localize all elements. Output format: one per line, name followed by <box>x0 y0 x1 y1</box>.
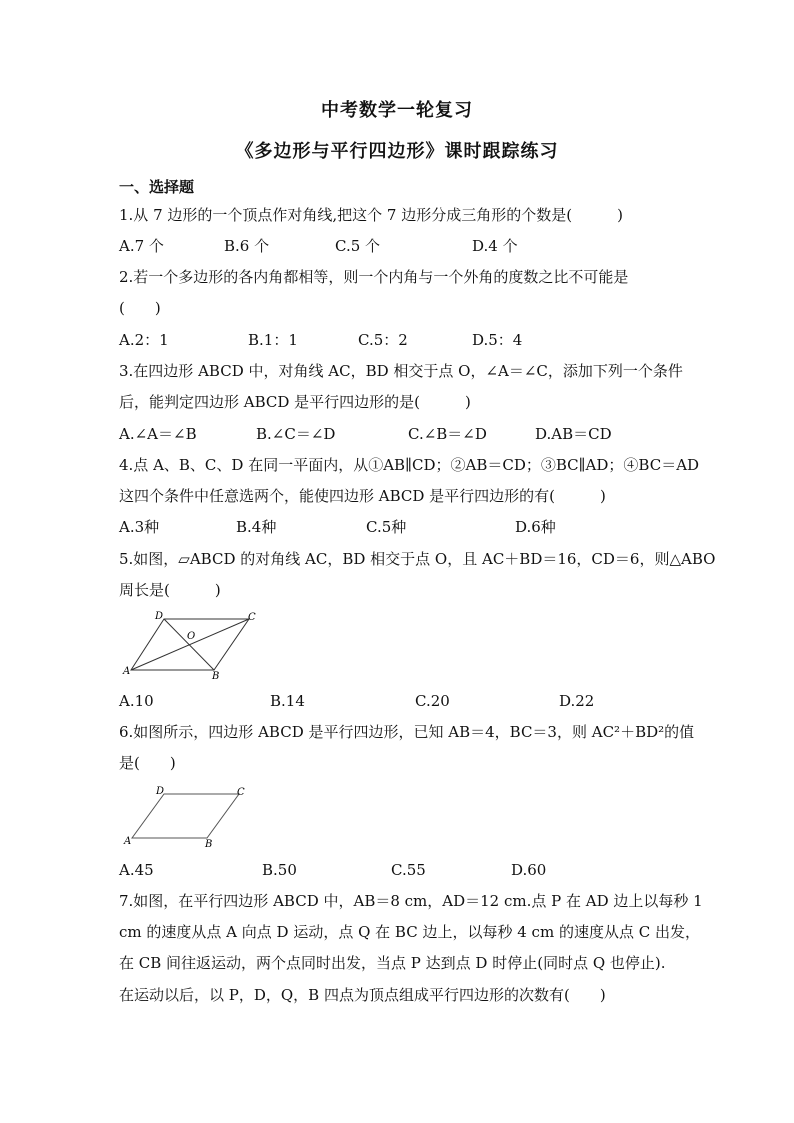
q1-option-b: B.6 个 <box>224 237 270 255</box>
q3-option-b: B.∠C＝∠D <box>256 425 336 443</box>
q5-option-c: C.20 <box>415 692 450 710</box>
q5-label-b: B <box>212 671 220 682</box>
q4-option-a: A.3种 <box>119 518 160 536</box>
q2-option-d: D.5：4 <box>472 331 523 349</box>
q4-option-b: B.4种 <box>236 518 277 536</box>
q1-option-d: D.4 个 <box>472 237 518 255</box>
question-5-text-line1: 5.如图，▱ABCD 的对角线 AC，BD 相交于点 O，且 AC＋BD＝16，CD＝6，则△ABO <box>119 550 716 568</box>
q6-option-d: D.60 <box>511 861 547 879</box>
question-3-text-line2: 后，能判定四边形 ABCD 是平行四边形的是( ) <box>119 393 471 411</box>
q6-option-c: C.55 <box>391 861 426 879</box>
q3-option-d: D.AB＝CD <box>535 425 612 443</box>
q2-option-a: A.2：1 <box>119 331 169 349</box>
q6-label-d: D <box>156 786 165 797</box>
q4-option-c: C.5种 <box>366 518 407 536</box>
q5-label-c: C <box>248 612 256 623</box>
q1-option-c: C.5 个 <box>335 237 381 255</box>
question-3-text-line1: 3.在四边形 ABCD 中，对角线 AC，BD 相交于点 O，∠A＝∠C，添加下列一个条件 <box>119 362 683 380</box>
question-1-text: 1.从 7 边形的一个顶点作对角线,把这个 7 边形分成三角形的个数是( ) <box>119 206 623 224</box>
section-heading: 一、选择题 <box>119 178 195 196</box>
question-7-text-line1: 7.如图，在平行四边形 ABCD 中，AB＝8 cm，AD＝12 cm.点 P 在 AD 边上以每秒 1 <box>119 892 703 910</box>
q3-option-c: C.∠B＝∠D <box>408 425 487 443</box>
question-4-text-line2: 这四个条件中任意选两个，能使四边形 ABCD 是平行四边形的有( ) <box>119 487 606 505</box>
parallelogram-figure-q6 <box>119 780 259 852</box>
question-7-text-line2: cm 的速度从点 A 向点 D 运动，点 Q 在 BC 边上，以每秒 4 cm 的速度从点 C 出发， <box>119 923 700 941</box>
q5-option-a: A.10 <box>119 692 154 710</box>
question-4-text-line1: 4.点 A、B、C、D 在同一平面内，从①AB∥CD；②AB＝CD；③BC∥AD；④BC＝AD <box>119 456 700 474</box>
q6-option-a: A.45 <box>119 861 154 879</box>
question-2-text-line2: ( ) <box>119 299 161 317</box>
question-6-text-line1: 6.如图所示，四边形 ABCD 是平行四边形，已知 AB＝4，BC＝3，则 AC²＋BD²的值 <box>119 723 695 741</box>
q5-option-b: B.14 <box>270 692 305 710</box>
q3-option-a: A.∠A＝∠B <box>119 425 197 443</box>
q2-option-c: C.5：2 <box>358 331 408 349</box>
question-6-text-line2: 是( ) <box>119 754 176 772</box>
q5-label-a: A <box>123 666 131 677</box>
question-5-text-line2: 周长是( ) <box>119 581 221 599</box>
q2-option-b: B.1：1 <box>248 331 298 349</box>
question-7-text-line4: 在运动以后，以 P，D，Q，B 四点为顶点组成平行四边形的次数有( ) <box>119 986 606 1004</box>
q5-label-d: D <box>155 611 164 622</box>
q6-label-b: B <box>205 839 213 850</box>
q6-label-c: C <box>237 787 245 798</box>
page-title: 中考数学一轮复习 <box>321 100 473 121</box>
q6-option-b: B.50 <box>262 861 297 879</box>
page-subtitle: 《多边形与平行四边形》课时跟踪练习 <box>235 141 559 162</box>
question-7-text-line3: 在 CB 间往返运动，两个点同时出发，当点 P 达到点 D 时停止(同时点 Q 也停止). <box>119 954 666 972</box>
question-2-text-line1: 2.若一个多边形的各内角都相等，则一个内角与一个外角的度数之比不可能是 <box>119 268 629 286</box>
q5-label-o: O <box>187 631 196 642</box>
parallelogram-figure-q5 <box>119 608 269 682</box>
q5-option-d: D.22 <box>559 692 595 710</box>
q1-option-a: A.7 个 <box>119 237 164 255</box>
q6-label-a: A <box>124 836 132 847</box>
q4-option-d: D.6种 <box>515 518 556 536</box>
